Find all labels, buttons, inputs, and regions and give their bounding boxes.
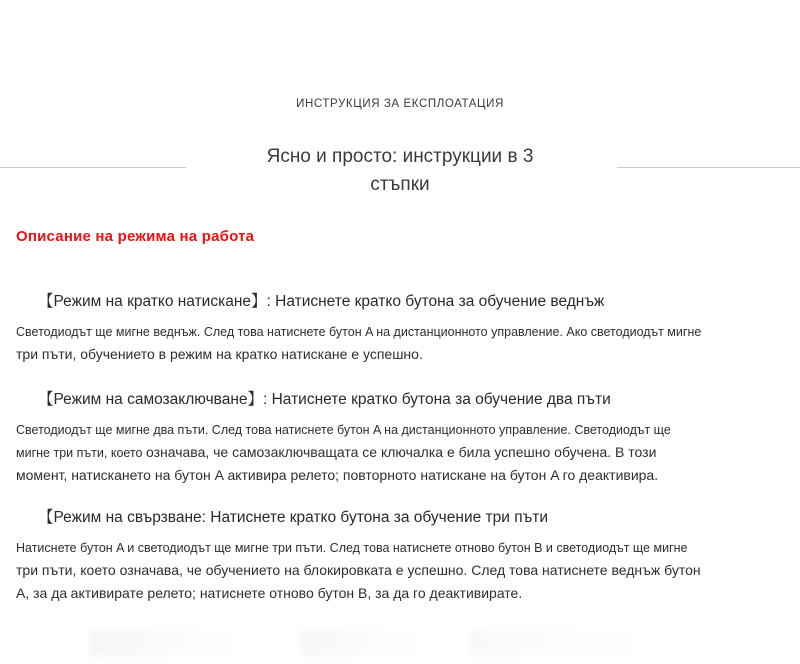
- instruction-block-3-line-1: Натиснете бутон A и светодиодът ще мигне три пъти. След това натиснете отново бутон B и светодиодът ще мигне: [16, 541, 688, 555]
- instruction-block-2-line-1: Светодиодът ще мигне два пъти. След това натиснете бутон A на дистанционното управление. Светодиодът ще мигне три пъти, което: [16, 423, 671, 460]
- section-heading: Описание на режима на работа: [16, 228, 255, 245]
- instruction-block-3-heading: 【Режим на свързване: Натиснете кратко бутона за обучение три пъти: [38, 509, 549, 526]
- instruction-block-1-body: [16, 321, 706, 366]
- instruction-block-2-line-3: активира релето; повторното натискане на бутон A го деактивира.: [227, 467, 659, 483]
- instruction-block-2-line-2: означава, че самозаключващата се ключалка е била успешно обучена. В този момент, натискането на бутон A: [16, 444, 657, 483]
- title-divider-right: [617, 167, 800, 168]
- page-artifact-smudge: [90, 630, 240, 656]
- instruction-block-2: [16, 389, 706, 487]
- instruction-block-3-line-2: три пъти, което означава, че обучението на блокировката е успешно. След това натиснете веднъж бутон A, за да: [16, 562, 701, 601]
- title-divider-left: [0, 167, 186, 168]
- page-artifact-smudge: [470, 630, 650, 656]
- page-artifact-smudge: [300, 630, 420, 656]
- instruction-block-1: [16, 291, 706, 366]
- page-title: Ясно и просто: инструкции в 3 стъпки: [266, 146, 534, 195]
- instruction-block-3: [16, 507, 706, 605]
- instruction-block-3-line-3: активирате релето; натиснете отново бутон B, за да го деактивирате.: [70, 585, 523, 601]
- instruction-block-1-line-1: Светодиодът ще мигне веднъж. След това натиснете бутон A на дистанционното управление. Ако светодиодът мигне: [16, 325, 702, 339]
- page-title-wrapper: [0, 143, 800, 199]
- instruction-block-3-body: [16, 537, 706, 605]
- instruction-block-1-heading: 【Режим на кратко натискане】: Натиснете кратко бутона за обучение веднъж: [38, 293, 605, 310]
- instruction-block-1-line-2: три пъти, обучението в режим на кратко натискане е успешно.: [16, 346, 423, 362]
- instruction-block-2-body: [16, 419, 706, 487]
- instruction-block-2-heading: 【Режим на самозаключване】: Натиснете кратко бутона за обучение два пъти: [38, 391, 611, 408]
- document-eyebrow: ИНСТРУКЦИЯ ЗА ЕКСПЛОАТАЦИЯ: [296, 98, 504, 110]
